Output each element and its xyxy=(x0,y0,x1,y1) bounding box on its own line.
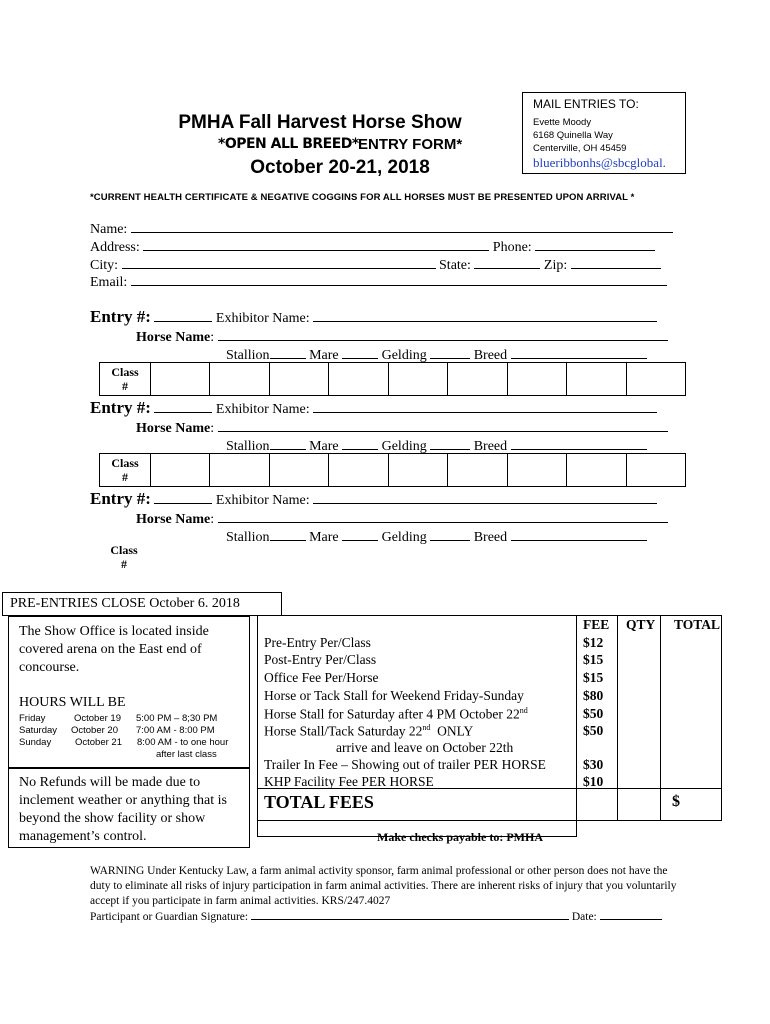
horse-name-label: Horse Name xyxy=(136,512,211,527)
fee-item-value: $80 xyxy=(583,688,604,703)
fee-item-value: $15 xyxy=(583,670,604,685)
class-cell[interactable] xyxy=(507,363,566,396)
signature-field[interactable] xyxy=(251,908,569,920)
state-label: State: xyxy=(439,258,471,273)
show-office-box xyxy=(8,616,250,768)
gelding-field[interactable] xyxy=(430,527,470,541)
breed-subtitle: *OPEN ALL BREED* xyxy=(218,136,359,152)
fees-qty-column[interactable] xyxy=(618,616,661,789)
class-label: Class xyxy=(111,365,139,379)
class-label: Class xyxy=(111,456,139,470)
date-label: Date: xyxy=(571,911,597,923)
horse-name-field[interactable] xyxy=(218,327,668,341)
fee-item-label xyxy=(264,706,528,723)
fee-item-value: $15 xyxy=(583,652,604,667)
checks-payable: Make checks payable to: PMHA xyxy=(377,830,543,844)
entry-3-row xyxy=(90,490,657,509)
health-notice: *CURRENT HEALTH CERTIFICATE & NEGATIVE COGGINS FOR ALL HORSES MUST BE PRESENTED UPON ARRIVAL * xyxy=(90,192,635,203)
show-office-location: The Show Office is located inside covered arena on the East end of concourse. xyxy=(19,624,209,675)
gelding-label: Gelding xyxy=(381,530,427,545)
total-total-cell[interactable] xyxy=(661,789,722,821)
class-cell[interactable] xyxy=(151,363,210,396)
name-field[interactable] xyxy=(131,219,673,233)
class-hash: # xyxy=(122,379,128,393)
class-label-cell xyxy=(100,363,151,396)
total-fee-cell xyxy=(577,789,618,821)
name-label: Name: xyxy=(90,222,128,237)
email-label: Email: xyxy=(90,275,128,290)
class-cell[interactable] xyxy=(329,454,388,487)
address-field[interactable] xyxy=(143,237,489,251)
class-grid-2 xyxy=(99,453,686,487)
mail-heading: MAIL ENTRIES TO: xyxy=(533,97,639,111)
fee-item-label: Trailer In Fee – Showing out of trailer PER HORSE xyxy=(264,757,546,772)
class-cell[interactable] xyxy=(448,363,507,396)
entry-number-field[interactable] xyxy=(154,308,212,322)
horse-name-field[interactable] xyxy=(218,418,668,432)
show-dates: October 20-21, 2018 xyxy=(250,157,430,178)
class-cell[interactable] xyxy=(626,363,686,396)
stallion-label: Stallion xyxy=(226,530,270,545)
mare-label: Mare xyxy=(309,439,339,454)
hours-day: Saturday xyxy=(19,725,58,736)
pre-entries-box xyxy=(2,592,282,616)
zip-label: Zip: xyxy=(543,258,568,273)
city-field[interactable] xyxy=(122,255,436,269)
breed-field[interactable] xyxy=(511,436,647,450)
mare-label: Mare xyxy=(309,348,339,363)
class-cell[interactable] xyxy=(448,454,507,487)
phone-field[interactable] xyxy=(535,237,655,251)
fees-total-column[interactable] xyxy=(661,616,722,789)
fee-item-value: $50 xyxy=(583,706,604,721)
class-cell[interactable] xyxy=(269,363,328,396)
mail-city: Centerville, OH 45459 xyxy=(533,143,627,154)
mare-field[interactable] xyxy=(342,345,378,359)
gelding-label: Gelding xyxy=(381,348,427,363)
entry-number-field[interactable] xyxy=(154,399,212,413)
class-cell[interactable] xyxy=(269,454,328,487)
horse-name-label: Horse Name xyxy=(136,421,211,436)
exhibitor-name-field[interactable] xyxy=(313,308,657,322)
name-row xyxy=(90,219,673,238)
exhibitor-name-field[interactable] xyxy=(313,490,657,504)
class-hash: # xyxy=(121,557,127,571)
phone-label: Phone: xyxy=(492,240,532,255)
fee-item-sup: nd xyxy=(422,723,431,732)
hours-day: Sunday xyxy=(19,737,52,748)
city-label: City: xyxy=(90,258,119,273)
hours-note: after last class xyxy=(156,749,217,760)
fee-item-text-end: ONLY xyxy=(430,723,474,739)
fee-item-label: KHP Facility Fee PER HORSE xyxy=(264,774,434,789)
hours-row xyxy=(19,737,228,748)
fee-item-label: Pre-Entry Per/Class xyxy=(264,635,371,650)
zip-field[interactable] xyxy=(571,255,661,269)
gelding-label: Gelding xyxy=(381,439,427,454)
fee-item-text: Horse Stall for Saturday after 4 PM October 22 xyxy=(264,706,520,722)
fee-item-value: $10 xyxy=(583,774,604,789)
fee-item-value: $50 xyxy=(583,723,604,738)
breed-label: Breed xyxy=(473,530,508,545)
hours-row xyxy=(19,713,217,724)
fee-item-sup: nd xyxy=(519,706,528,715)
horse-colon: : xyxy=(210,330,215,345)
warning-text: WARNING Under Kentucky Law, a farm animal activity sponsor, farm animal professional or other person does not have the duty to eliminate all risks of injury participation in farm animal activities. There are inherent risks of injury that you voluntarily accept if you participate in farm animal activities. KRS/247.4027 xyxy=(90,865,677,907)
exhibitor-label: Exhibitor Name: xyxy=(215,493,310,508)
total-fees-label: TOTAL FEES xyxy=(264,792,374,812)
entry-form-subtitle: ENTRY FORM* xyxy=(358,136,463,153)
mail-entries-box xyxy=(522,92,686,174)
qty-column-header: QTY xyxy=(626,617,656,632)
hours-row xyxy=(19,725,215,736)
entry-1-row xyxy=(90,308,657,327)
horse-name-field[interactable] xyxy=(218,509,668,523)
fee-item-label: Office Fee Per/Horse xyxy=(264,670,379,685)
class-cell[interactable] xyxy=(567,363,626,396)
class-cell[interactable] xyxy=(507,454,566,487)
hours-time: 8:00 AM - to one hour xyxy=(137,737,229,748)
page-title: PMHA Fall Harvest Horse Show xyxy=(178,112,462,133)
mail-street: 6168 Quinella Way xyxy=(533,130,613,141)
fee-item-label: arrive and leave on October 22th xyxy=(336,740,514,755)
gelding-field[interactable] xyxy=(430,436,470,450)
stallion-field[interactable] xyxy=(270,527,306,541)
horse-1-row xyxy=(136,327,668,346)
fee-item-value: $12 xyxy=(583,635,604,650)
refund-policy-box xyxy=(8,768,250,848)
entry-2-row xyxy=(90,399,657,418)
exhibitor-label: Exhibitor Name: xyxy=(215,402,310,417)
class-grid-1 xyxy=(99,362,686,396)
stallion-field[interactable] xyxy=(270,345,306,359)
breed-label: Breed xyxy=(473,348,508,363)
fee-item-label: Horse or Tack Stall for Weekend Friday-Sunday xyxy=(264,688,524,703)
fee-item-label xyxy=(264,723,473,740)
refund-text: No Refunds will be made due to inclement weather or anything that is beyond the show facility or show management’s control. xyxy=(19,775,227,844)
hours-day: Friday xyxy=(19,713,46,724)
breed-field[interactable] xyxy=(511,345,647,359)
entry-number-field[interactable] xyxy=(154,490,212,504)
class-cell[interactable] xyxy=(388,454,447,487)
class-cell[interactable] xyxy=(388,363,447,396)
hours-date: October 21 xyxy=(75,737,122,748)
breed-label: Breed xyxy=(473,439,508,454)
hours-heading: HOURS WILL BE xyxy=(19,695,126,710)
mail-email[interactable]: blueribbonhs@sbcglobal. xyxy=(533,155,666,170)
class-cell[interactable] xyxy=(329,363,388,396)
total-dollar-sign: $ xyxy=(672,793,680,810)
entry-label: Entry #: xyxy=(90,307,151,326)
class-cell[interactable] xyxy=(567,454,626,487)
class-cell[interactable] xyxy=(626,454,686,487)
signature-label: Participant or Guardian Signature: xyxy=(90,911,249,923)
stallion-field[interactable] xyxy=(270,436,306,450)
mail-name: Evette Moody xyxy=(533,117,592,128)
class-cell[interactable] xyxy=(151,454,210,487)
gelding-field[interactable] xyxy=(430,345,470,359)
total-column-header: TOTAL xyxy=(674,617,721,632)
date-field[interactable] xyxy=(600,908,662,920)
fee-item-label: Post-Entry Per/Class xyxy=(264,652,377,667)
mare-field[interactable] xyxy=(342,527,378,541)
horse-3-row xyxy=(136,509,668,528)
pre-entries-text: PRE-ENTRIES CLOSE October 6. 2018 xyxy=(10,596,240,611)
horse-colon: : xyxy=(210,512,215,527)
mare-label: Mare xyxy=(309,530,339,545)
class-hash: # xyxy=(122,470,128,484)
hours-time: 7:00 AM - 8:00 PM xyxy=(136,725,215,736)
class-label-cell xyxy=(100,454,151,487)
address-row xyxy=(90,237,655,256)
entry-label: Entry #: xyxy=(90,398,151,417)
stallion-label: Stallion xyxy=(226,439,270,454)
state-field[interactable] xyxy=(474,255,540,269)
email-field[interactable] xyxy=(131,272,667,286)
class-cell[interactable] xyxy=(210,363,269,396)
hours-date: October 19 xyxy=(74,713,121,724)
total-qty-cell[interactable] xyxy=(618,789,661,821)
horse-3-type-row xyxy=(226,527,647,546)
class-label: Class xyxy=(110,543,138,557)
breed-field[interactable] xyxy=(511,527,647,541)
address-label: Address: xyxy=(90,240,140,255)
exhibitor-name-field[interactable] xyxy=(313,399,657,413)
fee-column-header: FEE xyxy=(583,617,610,632)
horse-colon: : xyxy=(210,421,215,436)
class-label-cell xyxy=(99,543,149,571)
fee-item-text: Horse Stall/Tack Saturday 22 xyxy=(264,723,423,739)
fee-item-value: $30 xyxy=(583,757,604,772)
entry-label: Entry #: xyxy=(90,489,151,508)
stallion-label: Stallion xyxy=(226,348,270,363)
hours-date: October 20 xyxy=(71,725,118,736)
horse-name-label: Horse Name xyxy=(136,330,211,345)
hours-time: 5:00 PM – 8;30 PM xyxy=(136,713,218,724)
horse-2-row xyxy=(136,418,668,437)
class-cell[interactable] xyxy=(210,454,269,487)
exhibitor-label: Exhibitor Name: xyxy=(215,311,310,326)
signature-row xyxy=(90,908,662,923)
email-row xyxy=(90,272,667,291)
mare-field[interactable] xyxy=(342,436,378,450)
